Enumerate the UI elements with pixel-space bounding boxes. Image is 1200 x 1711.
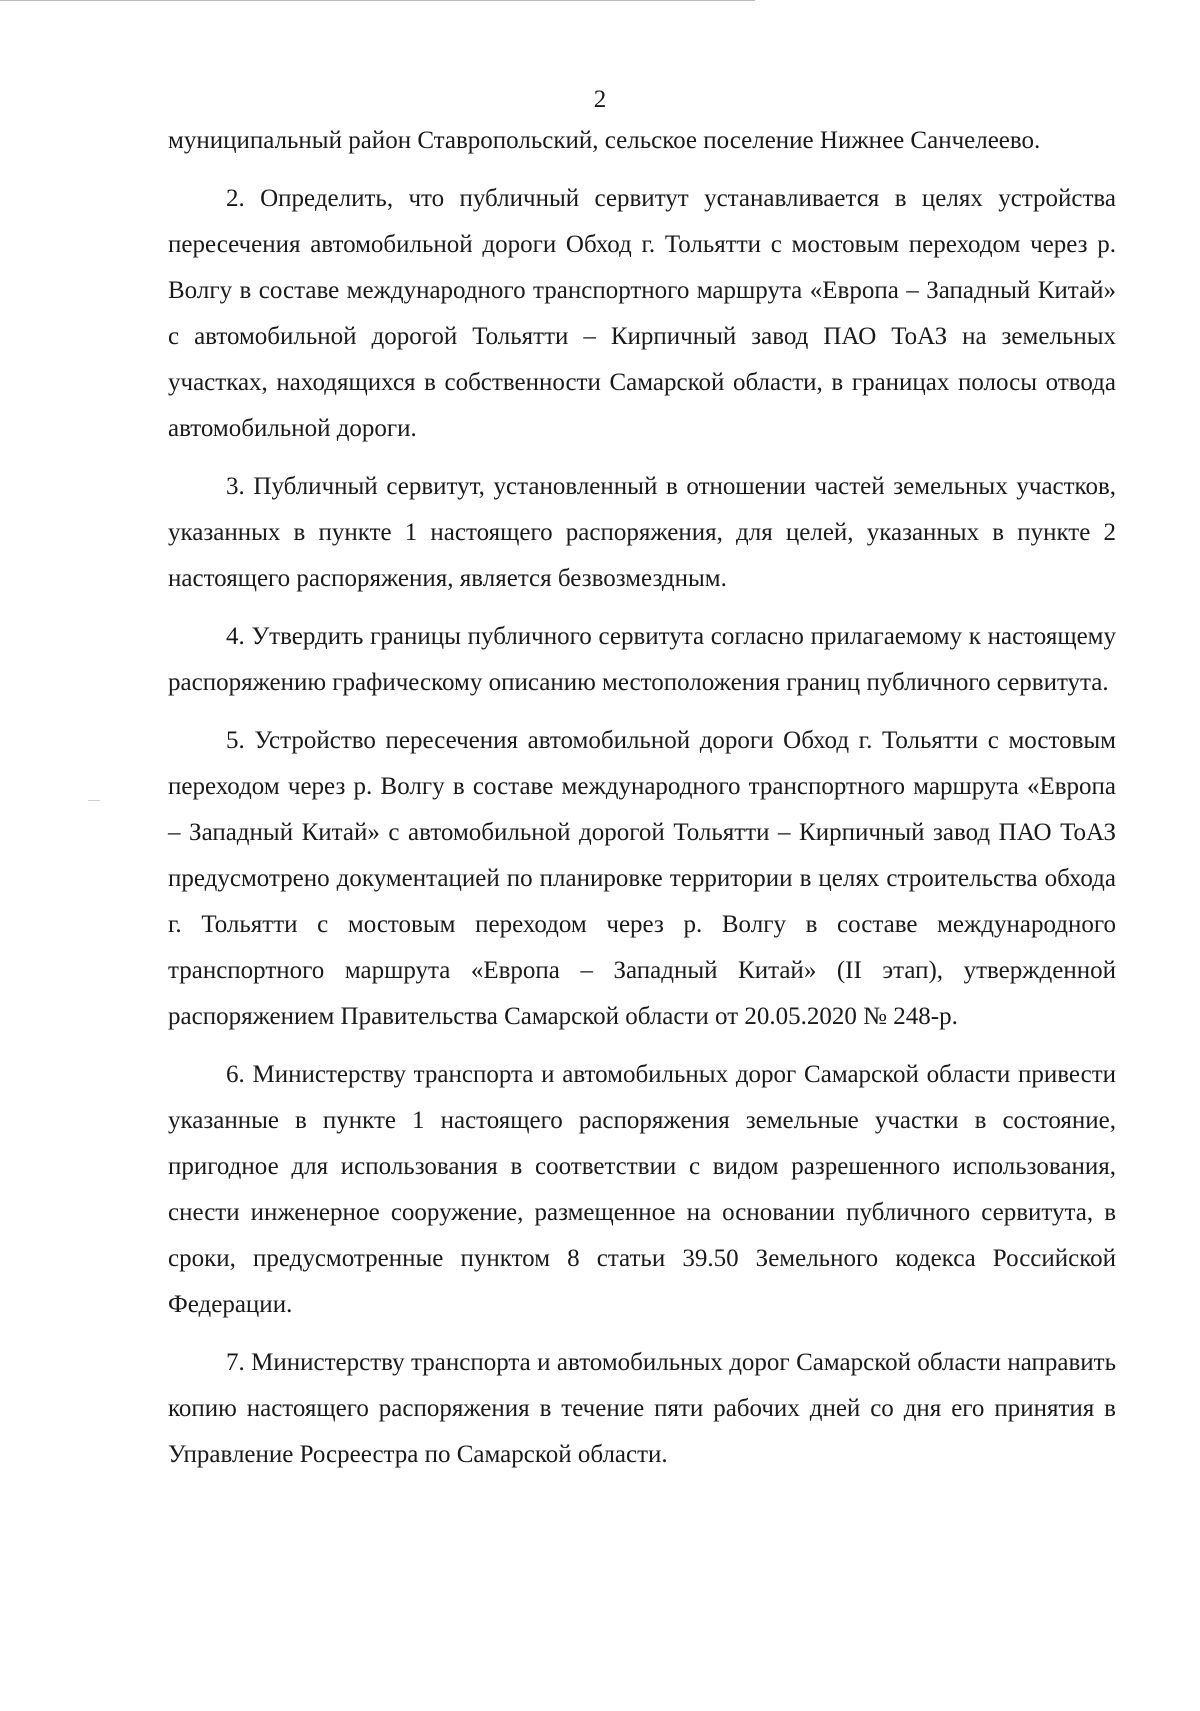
document-body <box>168 118 1116 1478</box>
scan-top-edge-line <box>0 0 755 1</box>
paragraph-2: 2. Определить, что публичный сервитут устанавливается в целях устройства пересечения автомобильной дороги Обход г. Тольятти с мостовым переходом через р. Волгу в составе международного транспортного маршрута «Европа – Западный Китай» с автомобильной дорогой Тольятти – Кирпичный завод ПАО ТоАЗ на земельных участках, находящихся в собственности Самарской области, в границах полосы отвода автомобильной дороги. <box>168 185 1116 442</box>
paragraph-continuation: муниципальный район Ставропольский, сельское поселение Нижнее Санчелеево. <box>168 127 1041 154</box>
paragraph-6: 6. Министерству транспорта и автомобильных дорог Самарской области привести указанные в пункте 1 настоящего распоряжения земельные участки в состояние, пригодное для использования в соответствии с видом разрешенного использования, снести инженерное сооружение, размещенное на основании публичного сервитута, в сроки, предусмотренные пунктом 8 статьи 39.50 Земельного кодекса Российской Федерации. <box>168 1061 1116 1318</box>
paragraph-5: 5. Устройство пересечения автомобильной дороги Обход г. Тольятти с мостовым переходом через р. Волгу в составе международного транспортного маршрута «Европа – Западный Китай» с автомобильной дорогой Тольятти – Кирпичный завод ПАО ТоАЗ предусмотрено документацией по планировке территории в целях строительства обхода г. Тольятти с мостовым переходом через р. Волгу в составе международного транспортного маршрута «Европа – Западный Китай» (II этап), утвержденной распоряжением Правительства Самарской области от 20.05.2020 № 248-р. <box>168 727 1116 1030</box>
paragraph-3: 3. Публичный сервитут, установленный в отношении частей земельных участков, указанных в пункте 1 настоящего распоряжения, для целей, указанных в пункте 2 настоящего распоряжения, является безвозмездным. <box>168 473 1116 592</box>
paragraph-4: 4. Утвердить границы публичного сервитута согласно прилагаемому к настоящему распоряжению графическому описанию местоположения границ публичного сервитута. <box>168 623 1116 696</box>
paragraph-7: 7. Министерству транспорта и автомобильных дорог Самарской области направить копию настоящего распоряжения в течение пяти рабочих дней со дня его принятия в Управление Росреестра по Самарской области. <box>168 1349 1116 1468</box>
page-number: 2 <box>593 86 607 113</box>
scan-margin-mark <box>88 800 100 801</box>
